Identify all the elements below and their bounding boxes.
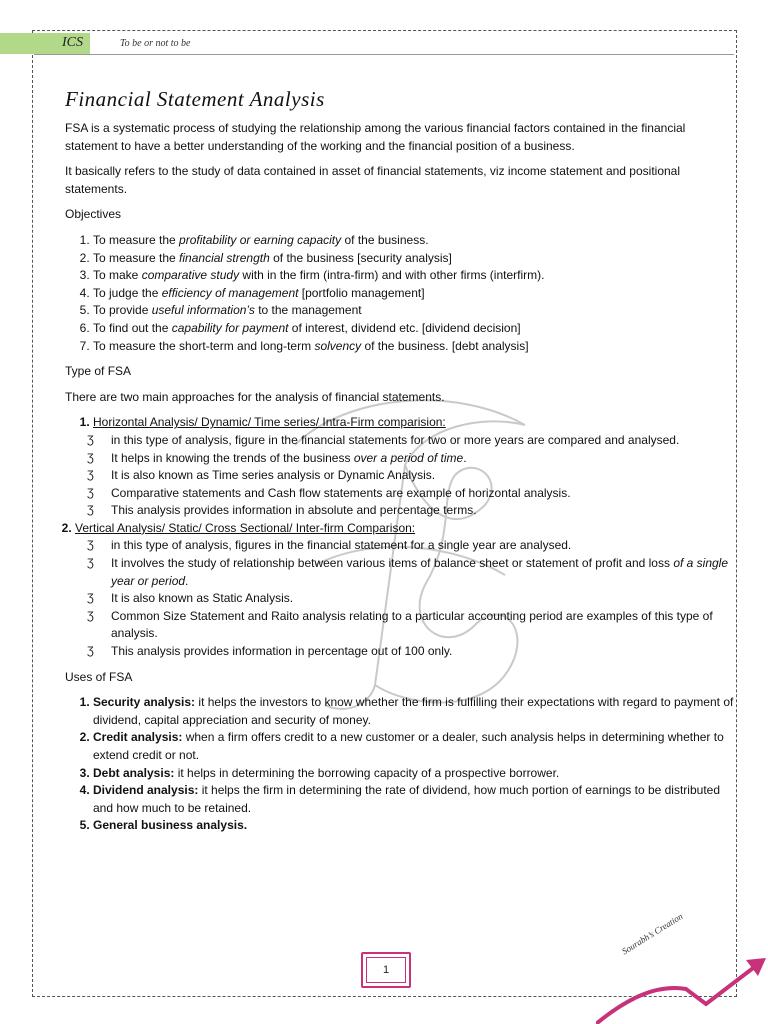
vertical-bullets xyxy=(65,537,735,660)
signature: Sourabh’s Creation xyxy=(620,911,685,957)
bullet-item: Ʒ Common Size Statement and Raito analysis relating to a particular accounting period are examples of this type of analysis. xyxy=(83,608,735,643)
page-number-box xyxy=(361,952,411,988)
use-item: 1. Security analysis: it helps the investors to know whether the firm is fulfilling their expectations with regard to payment of dividend, capital appreciation and security of money. xyxy=(93,694,735,729)
bullet-item: Ʒ It is also known as Static Analysis. xyxy=(83,590,735,608)
types-heading: Type of FSA xyxy=(65,364,132,379)
bullet-item: Ʒ in this type of analysis, figures in the financial statement for a single year are analysed. xyxy=(83,537,735,555)
swoosh-arrow-icon xyxy=(596,944,768,1024)
vertical-analysis-title: Vertical Analysis/ Static/ Cross Sectional/ Inter-firm Comparison: xyxy=(75,520,416,535)
header-motto: To be or not to be xyxy=(120,38,191,49)
use-item: 2. Credit analysis: when a firm offers credit to a new customer or a dealer, such analysis helps in determining whether to extend credit or not. xyxy=(93,729,735,764)
objective-item: 6. To find out the capability for payment of interest, dividend etc. [dividend decision] xyxy=(93,320,735,338)
bullet-item: Ʒ It involves the study of relationship between various items of balance sheet or statement of profit and loss of a single year or period. xyxy=(83,555,735,590)
bullet-item: Ʒ This analysis provides information in percentage out of 100 only. xyxy=(83,643,735,661)
bullet-item: Ʒ It is also known as Time series analysis or Dynamic Analysis. xyxy=(83,467,735,485)
objective-item: 2. To measure the financial strength of the business [security analysis] xyxy=(93,250,735,268)
types-list-horizontal xyxy=(65,414,735,432)
uses-heading: Uses of FSA xyxy=(65,669,133,684)
objective-item: 1. To measure the profitability or earning capacity of the business. xyxy=(93,232,735,250)
horizontal-bullets xyxy=(65,432,735,520)
objective-item: 5. To provide useful information’s to the management xyxy=(93,302,735,320)
use-item: 3. Debt analysis: it helps in determining the borrowing capacity of a prospective borrower. xyxy=(93,765,735,783)
bullet-item: Ʒ Comparative statements and Cash flow statements are example of horizontal analysis. xyxy=(83,485,735,503)
intro-paragraph-2: It basically refers to the study of data contained in asset of financial statements, viz income statement and positional statements. xyxy=(65,164,680,196)
bullet-item: Ʒ It helps in knowing the trends of the business over a period of time. xyxy=(83,450,735,468)
objective-item: 4. To judge the efficiency of management [portfolio management] xyxy=(93,285,735,303)
use-item: 4. Dividend analysis: it helps the firm in determining the rate of dividend, how much portion of earnings to be distributed and how much to be retained. xyxy=(93,782,735,817)
document-body xyxy=(65,86,735,843)
types-list-vertical xyxy=(47,520,735,538)
header-tag: ICS xyxy=(62,35,83,50)
objective-item: 3. To make comparative study with in the firm (intra-firm) and with other firms (interfirm). xyxy=(93,267,735,285)
uses-list xyxy=(65,694,735,835)
objective-item: 7. To measure the short-term and long-term solvency of the business. [debt analysis] xyxy=(93,338,735,356)
bullet-item: Ʒ in this type of analysis, figure in the financial statements for two or more years are compared and analysed. xyxy=(83,432,735,450)
types-intro: There are two main approaches for the analysis of financial statements. xyxy=(65,389,445,404)
page-title: Financial Statement Analysis xyxy=(65,87,325,111)
objectives-heading: Objectives xyxy=(65,207,122,222)
bullet-item: Ʒ This analysis provides information in absolute and percentage terms. xyxy=(83,502,735,520)
horizontal-analysis-title: Horizontal Analysis/ Dynamic/ Time series/ Intra-Firm comparision: xyxy=(93,415,446,430)
use-item: 5. General business analysis. xyxy=(93,817,735,835)
horizontal-analysis-item xyxy=(93,414,735,432)
header-rule xyxy=(34,54,734,55)
page-number: 1 xyxy=(366,957,406,983)
vertical-analysis-item xyxy=(75,520,735,538)
intro-paragraph-1: FSA is a systematic process of studying the relationship among the various financial factors contained in the financial statement to have a better understanding of the working and the financial position of a business. xyxy=(65,121,686,153)
objectives-list xyxy=(65,232,735,355)
